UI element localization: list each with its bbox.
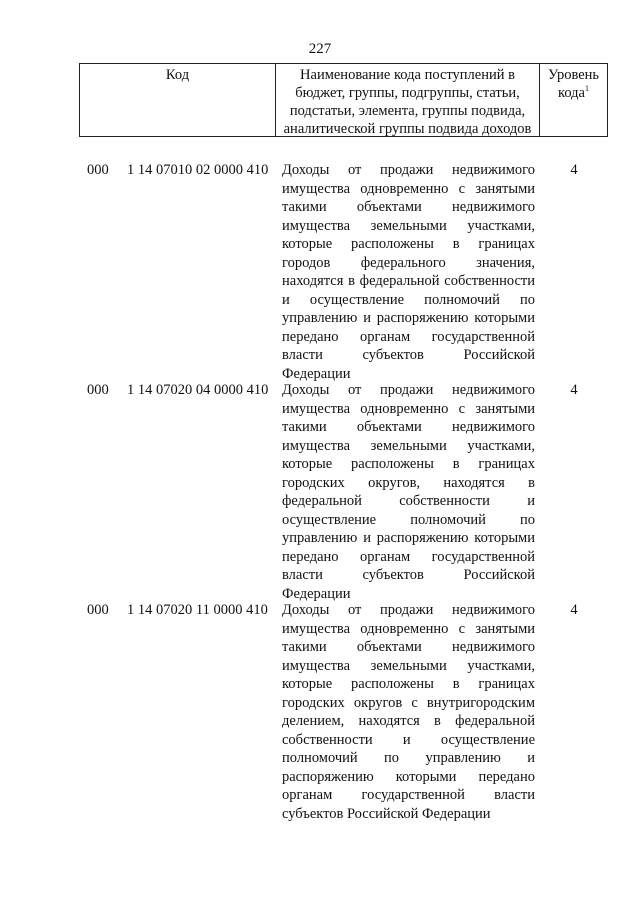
row-description: Доходы от продажи недвижимого имущества одновременно с занятыми такими объектами недвижимого имущества земельными участками, которые расположены в границах городских округов с внутригородским делением, находятся в федеральной собственности и осуществление полномочий по управлению и распоряжению которыми передано органам государственной власти субъектов Российской Федерации — [282, 602, 535, 822]
header-code: Код — [80, 64, 276, 136]
row-level: 4 — [570, 382, 578, 398]
row-description: Доходы от продажи недвижимого имущества одновременно с занятыми такими объектами недвижимого имущества земельными участками, которые расположены в границах городских округов, находятся в федеральной собственности и осуществление полномочий по управлению и распоряжению которыми передано органам государственной власти субъектов Российской Федерации — [282, 382, 535, 602]
row-prefix: 000 — [87, 382, 109, 398]
header-level — [540, 64, 607, 136]
row-description: Доходы от продажи недвижимого имущества одновременно с занятыми такими объектами недвижимого имущества земельными участками, которые расположены в границах городов федерального значения, находятся в федеральной собственности и осуществление полномочий по управлению и распоряжению которыми передано органам государственной власти субъектов Российской Федерации — [282, 162, 535, 382]
row-code: 1 14 07010 02 0000 410 — [127, 162, 269, 178]
row-prefix: 000 — [87, 602, 109, 618]
row-code: 1 14 07020 04 0000 410 — [127, 382, 269, 398]
row-level: 4 — [570, 602, 578, 618]
header-level-label: Уровень кода — [547, 67, 600, 101]
row-prefix: 000 — [87, 162, 109, 178]
page-number: 227 — [308, 41, 332, 57]
header-name: Наименование кода поступлений в бюджет, группы, подгруппы, статьи, подстатьи, элемента, группы подвида, аналитической группы подвида доходов — [276, 64, 540, 136]
row-code: 1 14 07020 11 0000 410 — [127, 602, 268, 618]
table-header — [79, 63, 608, 137]
header-level-footnote: 1 — [584, 84, 589, 94]
row-level: 4 — [570, 162, 578, 178]
